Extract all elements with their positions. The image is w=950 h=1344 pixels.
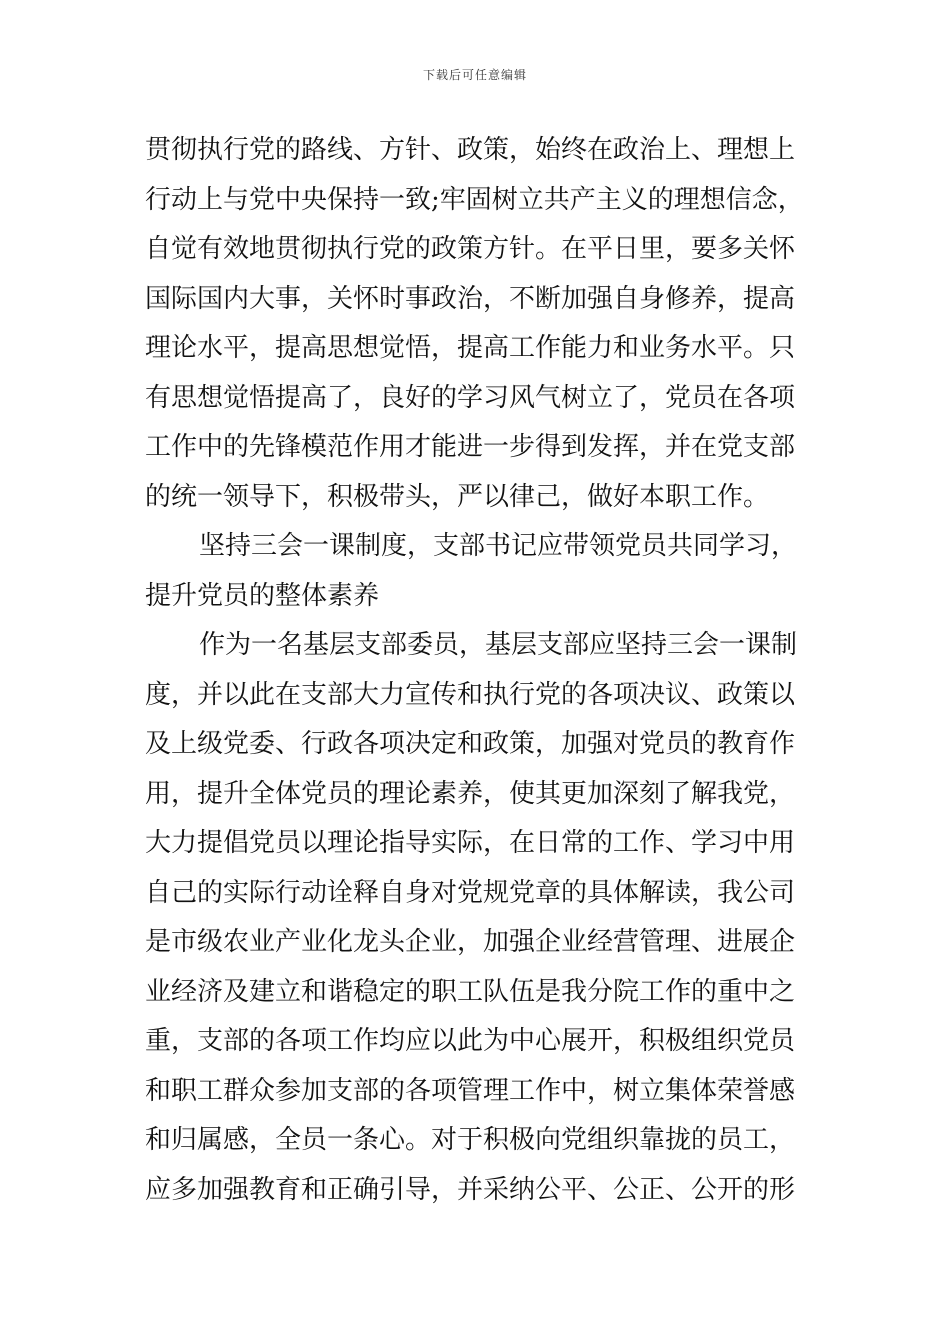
text-line: 应多加强教育和正确引导，并采纳公平、公正、公开的形 (145, 1174, 796, 1205)
header-note: 下载后可任意编辑 (422, 68, 527, 82)
text-line: 自己的实际行动诠释自身对党规党章的具体解读，我公司 (145, 877, 796, 908)
text-line: 业经济及建立和谐稳定的职工队伍是我分院工作的重中之 (145, 976, 796, 1007)
text-line: 重，支部的各项工作均应以此为中心展开，积极组织党员 (145, 1026, 796, 1056)
section-heading-line: 提升党员的整体素养 (145, 580, 380, 611)
text-line: 和归属感，全员一条心。对于积极向党组织靠拢的员工， (145, 1125, 796, 1155)
section-heading-line: 坚持三会一课制度，支部书记应带领党员共同学习， (199, 531, 798, 561)
text-line: 自觉有效地贯彻执行党的政策方针。在平日里，要多关怀 (145, 234, 796, 264)
text-line: 有思想觉悟提高了，良好的学习风气树立了，党员在各项 (145, 382, 796, 413)
text-line: 工作中的先锋模范作用才能进一步得到发挥，并在党支部 (145, 432, 796, 462)
text-line: 的统一领导下，积极带头，严以律己，做好本职工作。 (145, 481, 770, 512)
text-line: 及上级党委、行政各项决定和政策，加强对党员的教育作 (145, 729, 796, 759)
text-line: 大力提倡党员以理论指导实际，在日常的工作、学习中用 (145, 828, 796, 858)
text-line: 度，并以此在支部大力宣传和执行党的各项决议、政策以 (145, 679, 796, 710)
body-text (145, 126, 810, 1215)
paragraph-start-line: 作为一名基层支部委员，基层支部应坚持三会一课制 (199, 630, 798, 660)
text-line: 用，提升全体党员的理论素养，使其更加深刻了解我党， (145, 778, 796, 809)
text-line: 贯彻执行党的路线、方针、政策，始终在政治上、理想上 (145, 135, 796, 165)
text-line: 和职工群众参加支部的各项管理工作中，树立集体荣誉感 (145, 1075, 796, 1106)
text-line: 行动上与党中央保持一致;牢固树立共产主义的理想信念， (145, 184, 804, 215)
text-line: 是市级农业产业化龙头企业，加强企业经营管理、进展企 (145, 927, 796, 957)
text-line: 理论水平，提高思想觉悟，提高工作能力和业务水平。只 (145, 333, 796, 363)
text-line: 国际国内大事，关怀时事政治，不断加强自身修养，提高 (145, 283, 796, 314)
